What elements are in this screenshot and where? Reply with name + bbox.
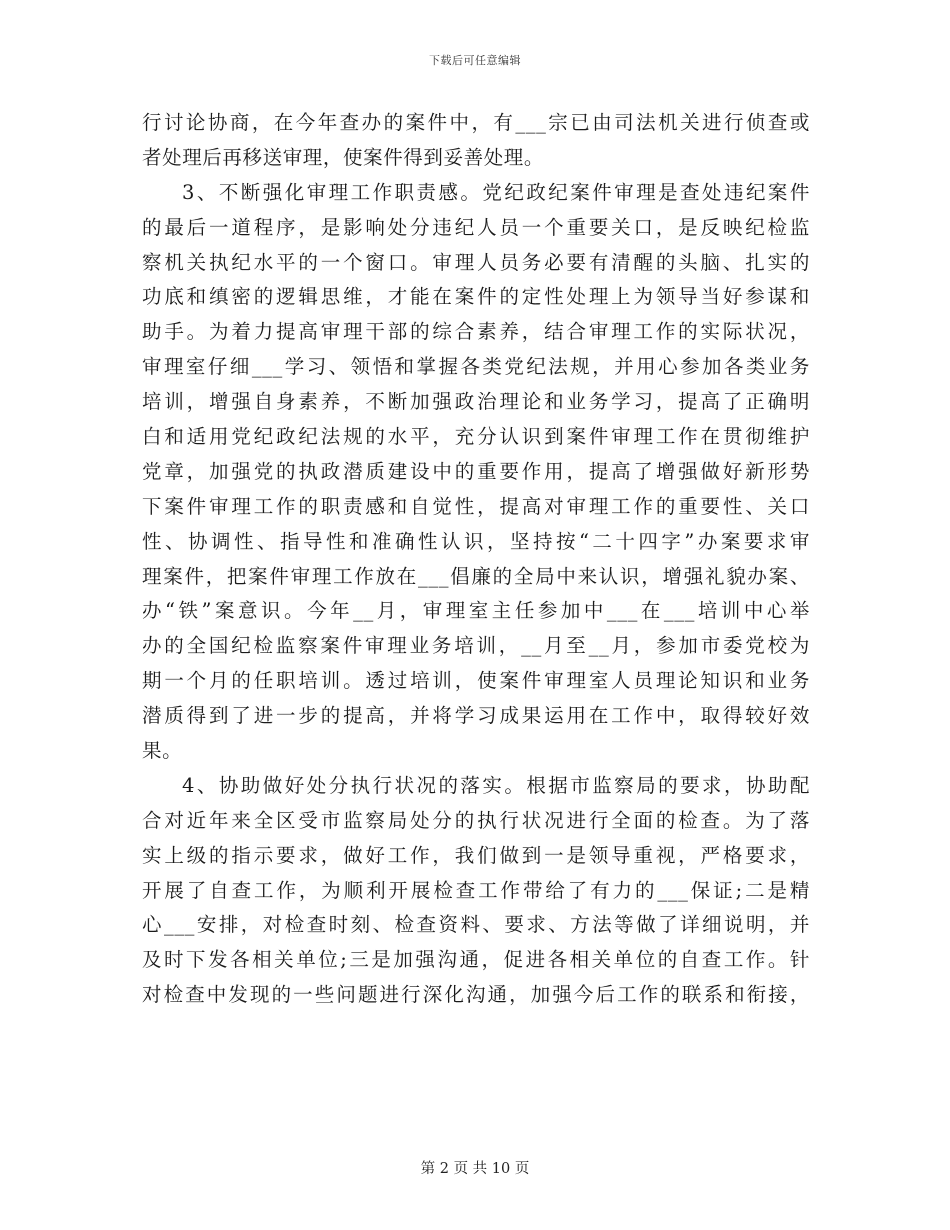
paragraph-start-line: 3、不断强化审理工作职责感。党纪政纪案件审理是查处违纪案件: [182, 180, 810, 204]
text-line: 对检查中发现的一些问题进行深化沟通，加强今后工作的联系和衔接，: [142, 983, 810, 1007]
text-line: 功底和缜密的逻辑思维，才能在案件的定性处理上为领导当好参谋和: [142, 285, 810, 309]
text-line: 理案件，把案件审理工作放在___倡廉的全局中来认识，增强礼貌办案、: [142, 564, 810, 588]
paragraph-start-line: 4、协助做好处分执行状况的落实。根据市监察局的要求，协助配: [182, 773, 810, 797]
text-line: 行讨论协商，在今年查办的案件中，有___宗已由司法机关进行侦查或: [142, 111, 810, 134]
text-line: 期一个月的任职培训。透过培训，使案件审理室人员理论知识和业务: [142, 669, 810, 693]
text-line: 实上级的指示要求，做好工作，我们做到一是领导重视，严格要求，: [142, 843, 810, 867]
text-line: 性、协调性、指导性和准确性认识，坚持按“二十四字”办案要求审: [142, 529, 810, 553]
text-line: 助手。为着力提高审理干部的综合素养，结合审理工作的实际状况，: [142, 320, 810, 344]
text-line: 办的全国纪检监察案件审理业务培训，__月至__月，参加市委党校为: [142, 634, 810, 658]
text-line: 潜质得到了进一步的提高，并将学习成果运用在工作中，取得较好效: [142, 704, 810, 728]
body-text: [142, 106, 810, 1013]
text-line: 及时下发各相关单位;三是加强沟通，促进各相关单位的自查工作。针: [142, 948, 810, 972]
text-line: 培训，增强自身素养，不断加强政治理论和业务学习，提高了正确明: [142, 390, 810, 414]
text-line: 的最后一道程序，是影响处分违纪人员一个重要关口，是反映纪检监: [142, 215, 810, 239]
text-line: 察机关执纪水平的一个窗口。审理人员务必要有清醒的头脑、扎实的: [142, 250, 810, 274]
text-line: 办“铁”案意识。今年__月，审理室主任参加中___在___培训中心举: [142, 599, 810, 623]
page-header: 下载后可任意编辑: [429, 54, 521, 67]
text-line: 白和适用党纪政纪法规的水平，充分认识到案件审理工作在贯彻维护: [142, 425, 810, 449]
text-line: 者处理后再移送审理，使案件得到妥善处理。: [142, 145, 545, 169]
text-line: 审理室仔细___学习、领悟和掌握各类党纪法规，并用心参加各类业务: [142, 355, 810, 379]
text-line: 合对近年来全区受市监察局处分的执行状况进行全面的检查。为了落: [142, 808, 810, 832]
text-line: 果。: [142, 739, 183, 763]
page-number-footer: 第 2 页 共 10 页: [420, 1161, 530, 1177]
text-line: 心___安排，对检查时刻、检查资料、要求、方法等做了详细说明，并: [142, 913, 810, 937]
text-line: 党章，加强党的执政潜质建设中的重要作用，提高了增强做好新形势: [142, 459, 810, 483]
text-line: 开展了自查工作，为顺利开展检查工作带给了有力的___保证;二是精: [142, 878, 810, 902]
text-line: 下案件审理工作的职责感和自觉性，提高对审理工作的重要性、关口: [142, 494, 810, 518]
